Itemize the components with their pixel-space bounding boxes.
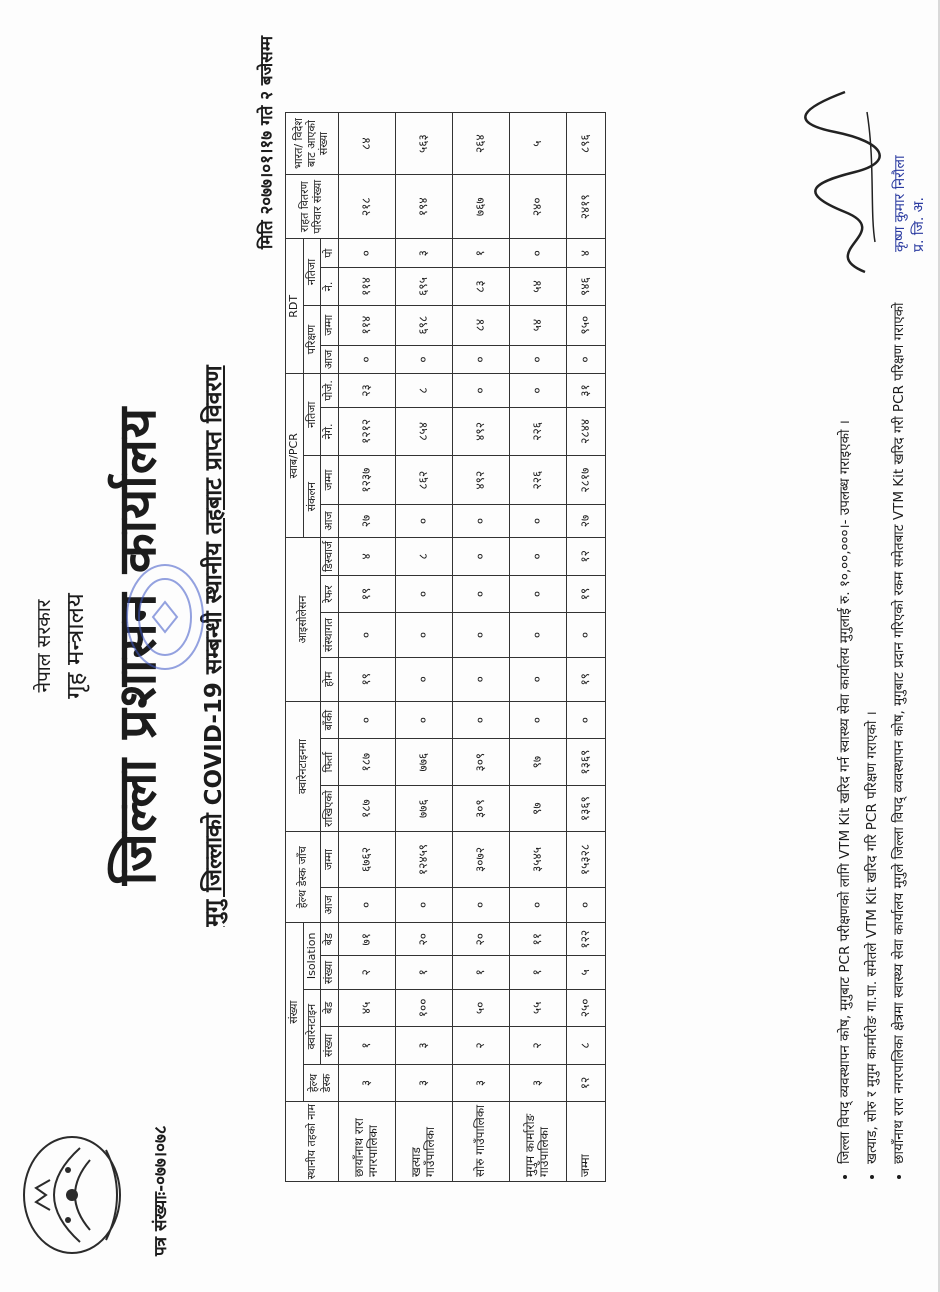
cell-sn: ८५४ <box>395 407 452 456</box>
cell-rc: ११४ <box>338 305 395 345</box>
cell-ref: १९ <box>566 575 605 613</box>
cell-qk: ७७६ <box>395 785 452 831</box>
cell-ret: २६४ <box>452 113 509 175</box>
cell-rec: ४ <box>338 538 395 576</box>
cell-qr: ३०९ <box>452 739 509 785</box>
cell-rec: ० <box>509 538 566 576</box>
cell-qrem: ० <box>338 701 395 739</box>
document-date: मिति २०७७।०१।१७ गते २ बजेसम्म <box>257 36 277 250</box>
cell-rp: ० <box>338 239 395 268</box>
table-row <box>509 113 566 1182</box>
th-rdt-neg: ने. <box>321 268 339 306</box>
th-i-bed: बेड <box>321 923 339 956</box>
cell-relief: २४१९ <box>566 175 605 239</box>
table-row <box>338 113 395 1182</box>
th-q-count: संख्या <box>321 1027 339 1065</box>
cell-sc: २२६ <box>509 456 566 505</box>
note-item: • जिल्ला विपद् व्यवस्थापन कोष, मुगुबाट PCR परीक्षणको लागि VTM Kit खरिद गर्न स्वास्थ्य सेवा कार्यालय मुगुलाई रु. १०,००,०००।- उपलब्ध गराइएको । <box>835 84 856 1164</box>
cell-qk: १८७ <box>338 785 395 831</box>
cell-ic: ५ <box>566 956 605 989</box>
cell-qrem: ० <box>509 701 566 739</box>
th-isolation: Isolation <box>303 923 321 989</box>
cell-sn: २८४४ <box>566 407 605 456</box>
cell-ref: १९ <box>338 575 395 613</box>
cell-hdt: ० <box>452 887 509 922</box>
cell-name: छायाँनाथ रारा नगरपालिका <box>338 1102 395 1182</box>
cell-rn: ८३ <box>452 268 509 306</box>
th-rdt: RDT <box>286 239 304 374</box>
table-total-row <box>566 113 605 1182</box>
th-isolation-people: आइसोलेसन <box>286 538 321 702</box>
cell-qrem: ० <box>566 701 605 739</box>
th-collection: संकलन <box>303 456 321 538</box>
cell-qb: ४५ <box>338 989 395 1027</box>
cell-hdt: ० <box>338 887 395 922</box>
cell-qb: १०० <box>395 989 452 1027</box>
cell-rc: ९५० <box>566 305 605 345</box>
cell-rp: ४ <box>566 239 605 268</box>
covid-data-table <box>285 112 606 1182</box>
th-home: होम <box>321 657 339 701</box>
government-name: नेपाल सरकार <box>33 599 55 693</box>
cell-name: जम्मा <box>566 1102 605 1182</box>
cell-rp: १ <box>452 239 509 268</box>
cell-sp: ० <box>509 374 566 407</box>
note-item: • छायाँनाथ रारा नगरपालिका क्षेत्रमा स्वास्थ्य सेवा कार्यालय मुगुले जिल्ला विपद् व्यवस्थापन कोष, मुगुबाट प्रदान गरिएको रकम समेतबाट VTM Kit खरिद गरी PCR परिक्षण गराएको <box>889 84 910 1164</box>
cell-sc: १२३७ <box>338 456 395 505</box>
th-hd-cumulative: जम्मा <box>321 832 339 887</box>
cell-st: २७ <box>338 504 395 537</box>
th-rdt-pos: पो <box>321 239 339 268</box>
cell-qr: ७७६ <box>395 739 452 785</box>
cell-hdc: ६७६२ <box>338 832 395 887</box>
cell-qrem: ० <box>395 701 452 739</box>
cell-inst: ० <box>338 613 395 657</box>
cell-sp: २३ <box>338 374 395 407</box>
cell-ib: २० <box>395 923 452 956</box>
cell-rc: ८४ <box>452 305 509 345</box>
th-relief: राहत वितरण परिवार संख्या <box>286 175 339 239</box>
cell-rn: ५४ <box>509 268 566 306</box>
cell-sc: २८१७ <box>566 456 605 505</box>
cell-ib: ११ <box>509 923 566 956</box>
cell-rp: ३ <box>395 239 452 268</box>
th-referred: रेफर <box>321 575 339 613</box>
cell-home: ० <box>395 657 452 701</box>
signatory-name: कृष्ण कुमार निरौला प्र. जि. अ. <box>892 155 927 252</box>
cell-qk: १३६९ <box>566 785 605 831</box>
cell-home: ० <box>452 657 509 701</box>
th-count: संख्या <box>286 923 304 1102</box>
th-rdt-total: जम्मा <box>321 305 339 345</box>
cell-relief: १९४ <box>395 175 452 239</box>
th-rdt-result: नतिजा <box>303 239 321 305</box>
th-swab-neg: नेगे. <box>321 407 339 456</box>
cell-ret: ८४ <box>338 113 395 175</box>
cell-qc: ३ <box>395 1027 452 1065</box>
th-kept: राखिएको <box>321 785 339 831</box>
cell-qb: ५० <box>452 989 509 1027</box>
cell-hdt: ० <box>566 887 605 922</box>
th-health-desk: हेल्थ डेस्क <box>303 1064 338 1102</box>
document-title: मुगु जिल्लाको COVID-19 सम्बन्धी स्थानीय तहबाट प्राप्त विवरण <box>201 365 227 927</box>
cell-qb: २५० <box>566 989 605 1027</box>
cell-qc: १ <box>338 1027 395 1065</box>
cell-inst: ० <box>452 613 509 657</box>
cell-rt: ० <box>452 345 509 374</box>
cell-hdt: ० <box>509 887 566 922</box>
letter-number: पत्र संख्याः-०७७।०७८ <box>151 1125 171 1256</box>
cell-inst: ० <box>395 613 452 657</box>
cell-sn: २२६ <box>509 407 566 456</box>
cell-ret: ५ <box>509 113 566 175</box>
cell-sc: ८६२ <box>395 456 452 505</box>
cell-rec: ८ <box>395 538 452 576</box>
cell-ib: २० <box>452 923 509 956</box>
th-quarantine-people: क्वारेनटाइनमा <box>286 701 321 832</box>
cell-hdc: १२४५९ <box>395 832 452 887</box>
cell-rn: ११४ <box>338 268 395 306</box>
office-name: जिल्ला प्रशासन कार्यालय <box>108 406 168 886</box>
cell-st: ० <box>509 504 566 537</box>
cell-ref: ० <box>452 575 509 613</box>
cell-inst: ० <box>566 613 605 657</box>
cell-hdc: ३५४५ <box>509 832 566 887</box>
cell-name: खत्याड गाउँपालिका <box>395 1102 452 1182</box>
cell-inst: ० <box>509 613 566 657</box>
table-row <box>452 113 509 1182</box>
cell-relief: ७६७ <box>452 175 509 239</box>
cell-rt: ० <box>509 345 566 374</box>
cell-ic: २ <box>338 956 395 989</box>
cell-st: ० <box>452 504 509 537</box>
th-i-count: संख्या <box>321 956 339 989</box>
th-rdt-today: आज <box>321 345 339 374</box>
cell-qc: २ <box>452 1027 509 1065</box>
cell-hdc: १५३२८ <box>566 832 605 887</box>
cell-qc: २ <box>509 1027 566 1065</box>
cell-hd: ३ <box>338 1064 395 1102</box>
cell-ret: ८९६ <box>566 113 605 175</box>
cell-home: ० <box>509 657 566 701</box>
cell-ib: १२२ <box>566 923 605 956</box>
cell-rc: ६९८ <box>395 305 452 345</box>
th-recovered: डिस्चार्ज <box>321 538 339 576</box>
cell-home: १९ <box>338 657 395 701</box>
cell-rt: ० <box>338 345 395 374</box>
cell-sp: ३१ <box>566 374 605 407</box>
cell-rec: १२ <box>566 538 605 576</box>
th-result: नतिजा <box>303 374 321 456</box>
cell-rt: ० <box>566 345 605 374</box>
cell-ic: १ <box>509 956 566 989</box>
cell-qb: ५५ <box>509 989 566 1027</box>
cell-hdc: ३०७२ <box>452 832 509 887</box>
th-swab-today: आज <box>321 504 339 537</box>
cell-ret: ५६३ <box>395 113 452 175</box>
th-swab-pos: पोजे. <box>321 374 339 407</box>
cell-sc: ४९२ <box>452 456 509 505</box>
cell-st: ० <box>395 504 452 537</box>
cell-ic: १ <box>395 956 452 989</box>
cell-qk: ९७ <box>509 785 566 831</box>
cell-qr: १८७ <box>338 739 395 785</box>
cell-relief: २४० <box>509 175 566 239</box>
th-q-bed: बेड <box>321 989 339 1027</box>
cell-ref: ० <box>509 575 566 613</box>
th-quarantine: क्वारेनटाइन <box>303 989 321 1064</box>
cell-qc: ८ <box>566 1027 605 1065</box>
cell-qr: ९७ <box>509 739 566 785</box>
cell-name: सोरु गाउँपालिका <box>452 1102 509 1182</box>
table-row <box>395 113 452 1182</box>
th-swab-total: जम्मा <box>321 456 339 505</box>
cell-hd: ३ <box>452 1064 509 1102</box>
cell-qrem: ० <box>452 701 509 739</box>
cell-sp: ० <box>452 374 509 407</box>
cell-sp: ८ <box>395 374 452 407</box>
th-rdt-test: परिक्षण <box>303 305 321 374</box>
cell-sn: १२१२ <box>338 407 395 456</box>
cell-rc: ५४ <box>509 305 566 345</box>
cell-ib: ७१ <box>338 923 395 956</box>
cell-rp: ० <box>509 239 566 268</box>
ministry-name: गृह मन्त्रालय <box>61 593 89 699</box>
th-hd-today: आज <box>321 887 339 922</box>
cell-hd: ३ <box>395 1064 452 1102</box>
cell-hdt: ० <box>395 887 452 922</box>
cell-rn: ९४६ <box>566 268 605 306</box>
cell-st: २७ <box>566 504 605 537</box>
cell-sn: ४९२ <box>452 407 509 456</box>
th-local-level: स्थानीय तहको नाम <box>286 1102 339 1182</box>
th-institutional: संस्थागत <box>321 613 339 657</box>
office-stamp-icon <box>120 557 210 677</box>
th-returned: फिर्ता <box>321 739 339 785</box>
cell-name: मुगुम कार्मारोङ गाउँपालिका <box>509 1102 566 1182</box>
cell-rn: ६९५ <box>395 268 452 306</box>
note-item: • खत्याड, सोरु र मुगुम कार्मारोङ गा.पा. समेतले VTM Kit खरिद गरि PCR परिक्षण गराएको । <box>862 84 883 1164</box>
th-health-desk-check: हेल्थ डेस्क जाँच <box>286 832 321 923</box>
cell-ref: ० <box>395 575 452 613</box>
th-returnees: भारत/ विदेश बाट आएको संख्या <box>286 113 339 175</box>
cell-ic: १ <box>452 956 509 989</box>
table-body <box>338 113 605 1182</box>
cell-qr: १३६९ <box>566 739 605 785</box>
cell-home: १९ <box>566 657 605 701</box>
cell-hd: १२ <box>566 1064 605 1102</box>
th-swab-pcr: स्वाब/PCR <box>286 374 304 538</box>
cell-relief: २१८ <box>338 175 395 239</box>
cell-rt: ० <box>395 345 452 374</box>
cell-hd: ३ <box>509 1064 566 1102</box>
th-remaining: बाँकी <box>321 701 339 739</box>
cell-qk: ३०९ <box>452 785 509 831</box>
cell-rec: ० <box>452 538 509 576</box>
